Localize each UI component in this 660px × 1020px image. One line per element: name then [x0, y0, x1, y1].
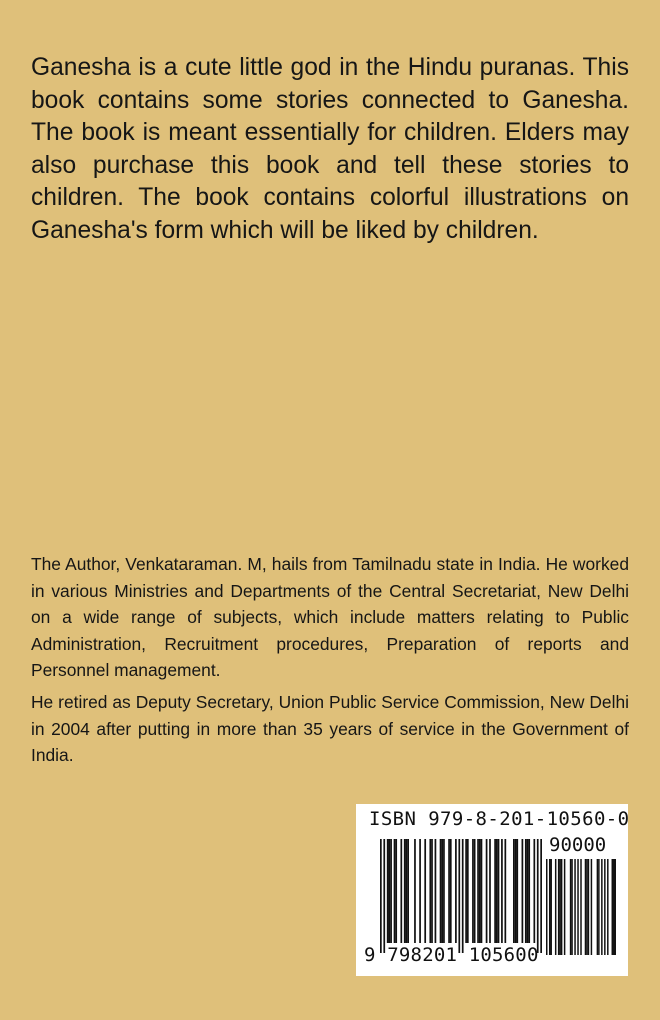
- barcode-bar: [501, 839, 503, 943]
- barcode-bar: [533, 839, 535, 943]
- barcode-bar: [474, 839, 476, 943]
- barcode-bar: [496, 839, 498, 943]
- barcode-bar: [424, 839, 426, 943]
- ean13-bars: [380, 839, 542, 955]
- barcode-bar: [577, 859, 578, 955]
- barcode-bar: [537, 839, 539, 953]
- barcode-bar: [486, 839, 488, 943]
- barcode-bar: [479, 839, 481, 943]
- barcode-bar: [555, 859, 556, 955]
- barcode-bar: [561, 859, 562, 955]
- barcode-bar: [407, 839, 409, 943]
- barcode-bar: [440, 839, 442, 943]
- barcode-bar: [574, 859, 575, 955]
- barcode-bar: [515, 839, 517, 943]
- barcode-bar: [586, 859, 587, 955]
- barcode-bar: [604, 859, 605, 955]
- barcode-bar: [571, 859, 572, 955]
- barcode-bar: [465, 839, 467, 943]
- barcode-bar: [462, 839, 464, 953]
- author-bio-paragraph-1: The Author, Venkataraman. M, hails from Tamilnadu state in India. He worked in various Ministries and Departments of the Central Secretariat, New Delhi on a wide range of subjects, which include matters relating to Public Administration, Recruitment procedures, Preparation of reports and Personnel management.: [31, 554, 629, 680]
- barcode-bar: [441, 839, 443, 943]
- author-bio-paragraph-2: He retired as Deputy Secretary, Union Public Service Commission, New Delhi in 2004 after putting in more than 35 years of service in the Government of India.: [31, 692, 629, 765]
- barcode-bar: [580, 859, 581, 955]
- barcode-bar: [435, 839, 437, 943]
- barcode-bar: [588, 859, 589, 955]
- barcode-bar: [598, 859, 599, 955]
- barcode-bar: [612, 859, 613, 955]
- barcode-bar: [607, 859, 608, 955]
- barcode-bar: [431, 839, 433, 943]
- barcode-bar: [540, 839, 542, 953]
- barcode-bar: [601, 859, 602, 955]
- barcode-bar: [613, 859, 614, 955]
- barcode-bar: [455, 839, 457, 943]
- barcode-bar: [494, 839, 496, 943]
- barcode-bar: [395, 839, 397, 943]
- addon-bars: [546, 859, 616, 955]
- barcode-bar: [489, 839, 491, 943]
- back-cover-blurb: Ganesha is a cute little god in the Hindu puranas. This book contains some stories connected to Ganesha. The book is meant essentially for children. Elders may also purchase this book and tell these stories to children. The book contains colorful illustrations on Ganesha's form which will be liked by children.: [31, 54, 629, 244]
- barcode-bar: [597, 859, 598, 955]
- barcode-digits: 9 798201 105600: [364, 944, 539, 966]
- barcode-bar: [404, 839, 406, 943]
- isbn-label: ISBN 979-8-201-10560-0: [369, 808, 630, 830]
- barcode-bar: [549, 859, 550, 955]
- barcode-bar: [429, 839, 431, 943]
- barcode-bar: [390, 839, 392, 943]
- barcode-bar: [387, 839, 389, 943]
- barcode-bar: [406, 839, 408, 943]
- barcode-bar: [477, 839, 479, 943]
- barcode-bar: [498, 839, 500, 943]
- barcode-bar: [400, 839, 402, 943]
- barcode-bar: [504, 839, 506, 943]
- barcode-bar: [564, 859, 565, 955]
- barcode-bar: [380, 839, 382, 953]
- barcode-bar: [591, 859, 592, 955]
- barcode-bar: [458, 839, 460, 953]
- barcode-bar: [615, 859, 616, 955]
- price-code: 90000: [549, 834, 607, 856]
- barcode-bar: [389, 839, 391, 943]
- barcode-bar: [394, 839, 396, 943]
- barcode-bar: [516, 839, 518, 943]
- barcode-bar: [448, 839, 450, 943]
- barcode-bar: [443, 839, 445, 943]
- barcode-bar: [513, 839, 515, 943]
- barcode-bar: [450, 839, 452, 943]
- barcode-bar: [414, 839, 416, 943]
- barcode-bar: [472, 839, 474, 943]
- barcode-bar: [559, 859, 560, 955]
- barcode-bar: [383, 839, 385, 953]
- barcode-bar: [546, 859, 547, 955]
- barcode-bar: [570, 859, 571, 955]
- barcode-bar: [550, 859, 551, 955]
- barcode-bar: [585, 859, 586, 955]
- barcode-bar: [419, 839, 421, 943]
- isbn-barcode: [356, 804, 628, 976]
- barcode-bar: [528, 839, 530, 943]
- barcode-bar: [558, 859, 559, 955]
- barcode-bar: [527, 839, 529, 943]
- barcode-bar: [481, 839, 483, 943]
- barcode-bar: [467, 839, 469, 943]
- barcode-bar: [522, 839, 524, 943]
- barcode-bar: [525, 839, 527, 943]
